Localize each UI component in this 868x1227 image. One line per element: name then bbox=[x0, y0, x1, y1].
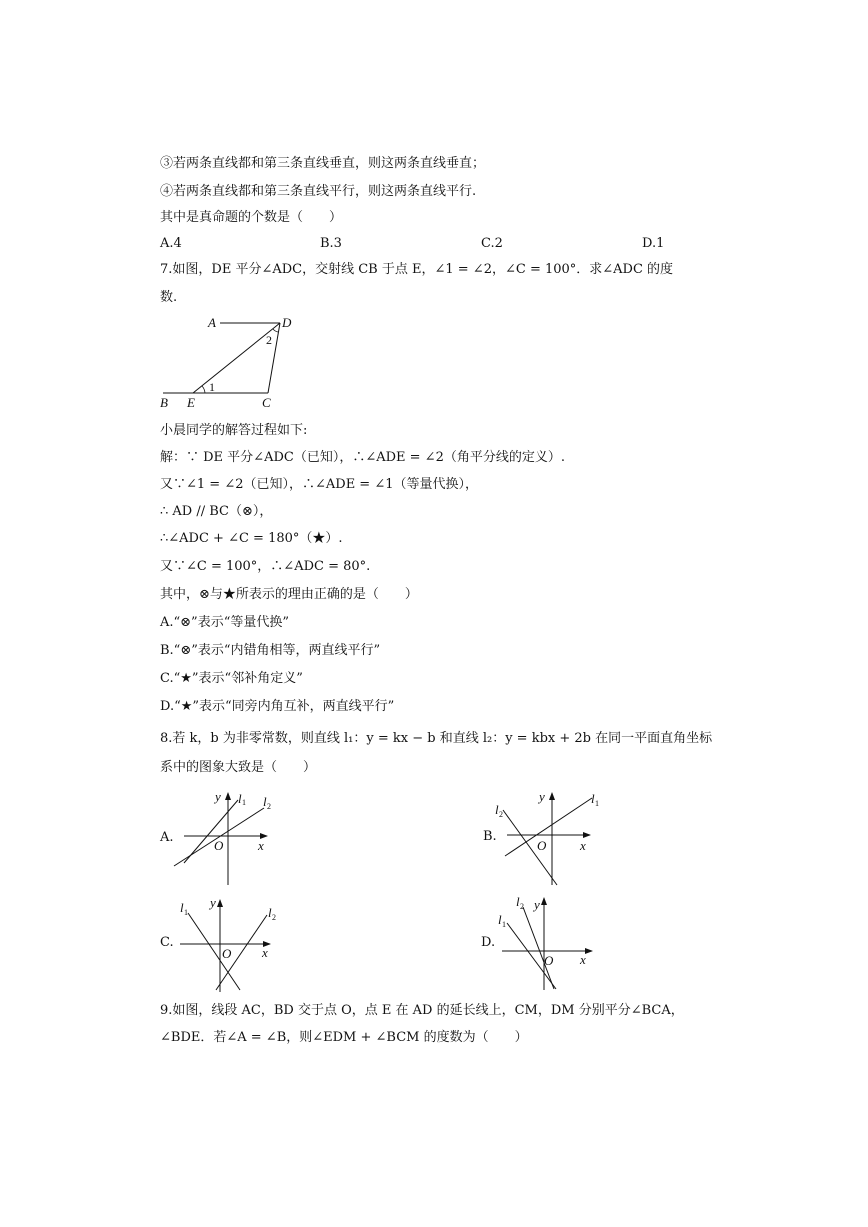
angle-2-arc bbox=[273, 329, 278, 332]
figure-label: 2 bbox=[272, 913, 276, 922]
q7-step2: 又∵∠1 = ∠2（已知），∴∠ADE = ∠1（等量代换）， bbox=[160, 477, 478, 492]
figure-label: y bbox=[534, 897, 540, 912]
figure-label: 2 bbox=[499, 810, 503, 819]
q8-graph-d bbox=[494, 893, 604, 993]
figure-label: y bbox=[210, 895, 216, 910]
q7-step4: ∴∠ADC + ∠C = 180°（★）. bbox=[160, 531, 343, 546]
figure-label: l bbox=[268, 905, 272, 920]
q6-option-c: C.2 bbox=[481, 236, 503, 251]
label-c: C bbox=[262, 395, 271, 410]
label-2: 2 bbox=[266, 333, 272, 347]
figure-label: 2 bbox=[520, 902, 524, 911]
q7-option-b: B.“⊗”表示“内错角相等，两直线平行” bbox=[160, 643, 381, 658]
q7-step3: ∴ AD // BC（⊗）， bbox=[160, 504, 273, 519]
statement-4: ④若两条直线都和第三条直线平行，则这两条直线平行. bbox=[160, 184, 477, 199]
line-l2 bbox=[503, 810, 557, 885]
q6-option-b: B.3 bbox=[320, 236, 342, 251]
figure-label: l bbox=[498, 912, 502, 927]
label-b: B bbox=[160, 395, 168, 410]
figure-label: y bbox=[539, 789, 545, 804]
figure-label: l bbox=[263, 794, 267, 809]
figure-label: l bbox=[495, 802, 499, 817]
figure-label: O bbox=[214, 838, 224, 853]
q9-text-line1: 9.如图，线段 AC，BD 交于点 O，点 E 在 AD 的延长线上，CM，DM 分别平分∠BCA， bbox=[160, 1003, 684, 1018]
label-e: E bbox=[187, 395, 195, 410]
figure-label: O bbox=[544, 953, 554, 968]
q7-text-line2: 数. bbox=[160, 290, 178, 305]
q7-figure bbox=[155, 310, 305, 410]
q7-option-c: C.“★”表示“邻补角定义” bbox=[160, 671, 303, 686]
figure-label: O bbox=[537, 838, 547, 853]
line-l1 bbox=[184, 800, 238, 863]
figure-label: y bbox=[215, 789, 221, 804]
statement-3: ③若两条直线都和第三条直线垂直，则这两条直线垂直； bbox=[160, 156, 486, 171]
q8-text-line1: 8.若 k，b 为非零常数，则直线 l₁：y = kx − b 和直线 l₂：y = kbx + 2b 在同一平面直角坐标 bbox=[160, 731, 713, 746]
q7-step1: 解：∵ DE 平分∠ADC（已知），∴∠ADE = ∠2（角平分线的定义）. bbox=[160, 450, 565, 465]
q9-text-line2: ∠BDE．若∠A = ∠B，则∠EDM + ∠BCM 的度数为（ ） bbox=[160, 1030, 528, 1045]
figure-label: x bbox=[580, 952, 586, 967]
label-d: D bbox=[282, 315, 292, 330]
figure-label: 1 bbox=[502, 920, 506, 929]
q6-option-a: A.4 bbox=[160, 236, 182, 251]
line-l2 bbox=[174, 808, 264, 866]
q8-graph-c bbox=[172, 895, 282, 995]
figure-label: l bbox=[180, 900, 184, 915]
q8-option-c-label: C. bbox=[160, 935, 174, 950]
line-l2 bbox=[523, 907, 554, 989]
q6-ask: 其中是真命题的个数是（ ） bbox=[160, 210, 343, 225]
figure-label: x bbox=[262, 945, 268, 960]
q7-option-a: A.“⊗”表示“等量代换” bbox=[160, 615, 289, 630]
figure-label: x bbox=[258, 838, 264, 853]
q7-option-d: D.“★”表示“同旁内角互补，两直线平行” bbox=[160, 699, 395, 714]
label-1: 1 bbox=[209, 380, 215, 394]
q7-intro: 小晨同学的解答过程如下: bbox=[160, 423, 308, 438]
figure-label: l bbox=[591, 791, 595, 806]
q7-ask: 其中，⊗与★所表示的理由正确的是（ ） bbox=[160, 587, 418, 602]
line-l1 bbox=[505, 798, 592, 856]
figure-label: O bbox=[222, 946, 232, 961]
figure-label: 2 bbox=[267, 802, 271, 811]
figure-label: 1 bbox=[595, 799, 599, 808]
q6-option-d: D.1 bbox=[642, 236, 665, 251]
q8-graph-b bbox=[495, 788, 605, 888]
q8-graph-a bbox=[172, 788, 282, 888]
q8-option-b-label: B. bbox=[483, 829, 497, 844]
q7-step5: 又∵∠C = 100°，∴∠ADC = 80°. bbox=[160, 559, 371, 574]
q8-option-a-label: A. bbox=[160, 830, 174, 845]
q7-text-line1: 7.如图，DE 平分∠ADC，交射线 CB 于点 E，∠1 = ∠2，∠C = 100°．求∠ADC 的度 bbox=[160, 262, 674, 277]
figure-label: x bbox=[580, 838, 586, 853]
label-a: A bbox=[208, 315, 216, 330]
angle-1-arc bbox=[202, 386, 205, 393]
figure-label: 1 bbox=[242, 798, 246, 807]
figure-label: 1 bbox=[184, 908, 188, 917]
figure-label: l bbox=[516, 894, 520, 909]
figure-label: l bbox=[238, 791, 242, 806]
q8-option-d-label: D. bbox=[481, 935, 496, 950]
q8-text-line2: 系中的图象大致是（ ） bbox=[160, 760, 317, 775]
line-l1 bbox=[188, 913, 240, 990]
